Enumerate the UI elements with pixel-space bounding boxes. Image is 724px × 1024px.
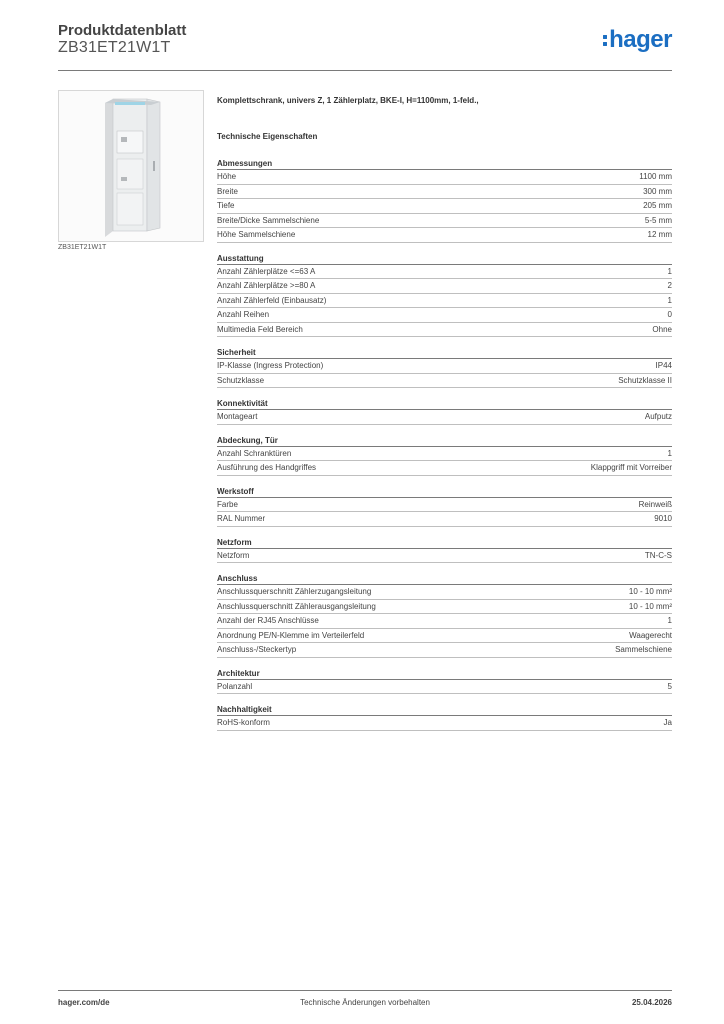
spec-row: [217, 279, 672, 294]
spec-value: Waagerecht: [629, 630, 672, 640]
spec-value: Klappgriff mit Vorreiber: [590, 463, 672, 472]
spec-label: Schutzklasse: [217, 375, 265, 385]
logo-text: hager: [609, 26, 672, 53]
spec-row: [217, 585, 672, 600]
spec-value: 0: [667, 310, 672, 319]
spec-label: Ausführung des Handgriffes: [217, 463, 317, 472]
spec-row: [217, 716, 672, 731]
spec-group: [217, 704, 672, 731]
spec-group-title: Architektur: [217, 668, 672, 680]
product-code: ZB31ET21W1T: [58, 39, 171, 56]
spec-value: IP44: [655, 361, 672, 370]
spec-value: 1: [667, 448, 672, 458]
spec-content: [217, 96, 672, 741]
spec-value: 10 - 10 mm²: [628, 601, 672, 611]
spec-value: 1100 mm: [639, 172, 672, 181]
spec-row: [217, 629, 672, 644]
spec-group-title: Ausstattung: [217, 253, 672, 265]
spec-group-title: Abmessungen: [217, 158, 672, 170]
spec-row: [217, 374, 672, 389]
spec-row: [217, 359, 672, 374]
spec-value: Aufputz: [644, 412, 672, 421]
hager-logo: [603, 27, 672, 53]
section-title: Technische Eigenschaften: [217, 132, 318, 141]
spec-label: Breite: [217, 186, 238, 196]
spec-row: [217, 614, 672, 629]
spec-row: [217, 170, 672, 185]
spec-row: [217, 549, 672, 564]
spec-value: Ohne: [652, 324, 672, 334]
spec-value: 1: [667, 266, 672, 276]
spec-value: 205 mm: [643, 201, 672, 210]
spec-value: 9010: [654, 514, 672, 523]
spec-value: 10 - 10 mm²: [628, 587, 672, 596]
spec-label: Montageart: [217, 412, 258, 421]
spec-group-title: Sicherheit: [217, 347, 672, 359]
spec-label: RAL Nummer: [217, 514, 266, 523]
spec-value: 300 mm: [643, 186, 672, 196]
spec-label: Anzahl Zählerfeld (Einbausatz): [217, 295, 327, 305]
spec-label: Anschlussquerschnitt Zählerzugangsleitung: [217, 587, 372, 596]
spec-label: Anzahl Reihen: [217, 310, 270, 319]
spec-label: Anordnung PE/N-Klemme im Verteilerfeld: [217, 630, 365, 640]
spec-label: Polanzahl: [217, 681, 253, 691]
spec-row: [217, 199, 672, 214]
spec-row: [217, 512, 672, 527]
spec-group: [217, 158, 672, 243]
spec-value: Sammelschiene: [615, 645, 672, 654]
spec-label: Anzahl der RJ45 Anschlüsse: [217, 616, 319, 625]
spec-row: [217, 410, 672, 425]
spec-label: Tiefe: [217, 201, 235, 210]
spec-row: [217, 308, 672, 323]
product-image: [58, 90, 204, 242]
spec-group-title: Anschluss: [217, 573, 672, 585]
spec-row: [217, 600, 672, 615]
footer-divider: [58, 990, 672, 991]
spec-row: [217, 643, 672, 658]
spec-group: [217, 537, 672, 564]
spec-group: [217, 253, 672, 338]
spec-group: [217, 435, 672, 476]
header-divider: [58, 70, 672, 71]
spec-label: IP-Klasse (Ingress Protection): [217, 361, 324, 370]
spec-row: [217, 185, 672, 200]
spec-row: [217, 294, 672, 309]
spec-label: RoHS-konform: [217, 718, 270, 727]
spec-value: Schutzklasse II: [618, 375, 672, 385]
spec-value: 5: [667, 681, 672, 691]
spec-row: [217, 228, 672, 243]
spec-groups: [217, 158, 672, 731]
page-header: [58, 22, 672, 64]
spec-group: [217, 486, 672, 527]
spec-group-title: Abdeckung, Tür: [217, 435, 672, 447]
spec-row: [217, 323, 672, 338]
spec-label: Multimedia Feld Bereich: [217, 324, 303, 334]
spec-label: Netzform: [217, 550, 250, 560]
spec-value: Ja: [663, 718, 672, 727]
spec-value: 12 mm: [647, 230, 672, 239]
spec-value: 2: [667, 281, 672, 290]
spec-row: [217, 447, 672, 462]
spec-label: Anschluss-/Steckertyp: [217, 645, 297, 654]
spec-group-title: Werkstoff: [217, 486, 672, 498]
spec-label: Höhe Sammelschiene: [217, 230, 296, 239]
spec-value: 1: [667, 616, 672, 625]
spec-group-title: Nachhaltigkeit: [217, 704, 672, 716]
spec-value: TN-C-S: [644, 550, 672, 560]
spec-row: [217, 461, 672, 476]
product-image-caption: ZB31ET21W1T: [58, 244, 107, 251]
spec-group-title: Netzform: [217, 537, 672, 549]
spec-label: Anzahl Zählerplätze <=63 A: [217, 266, 316, 276]
footer-notice: Technische Änderungen vorbehalten: [300, 998, 430, 1007]
spec-value: 5-5 mm: [644, 215, 672, 225]
spec-value: 1: [667, 295, 672, 305]
spec-group: [217, 347, 672, 388]
spec-group-title: Konnektivität: [217, 398, 672, 410]
spec-label: Breite/Dicke Sammelschiene: [217, 215, 320, 225]
spec-value: Reinweiß: [638, 499, 672, 509]
spec-label: Höhe: [217, 172, 237, 181]
spec-row: [217, 265, 672, 280]
footer-website: hager.com/de: [58, 998, 110, 1007]
spec-row: [217, 680, 672, 695]
document-title: Produktdatenblatt: [58, 22, 187, 39]
spec-group: [217, 398, 672, 425]
spec-group: [217, 573, 672, 658]
spec-row: [217, 498, 672, 513]
product-description: Komplettschrank, univers Z, 1 Zählerplatz, BKE-I, H=1100mm, 1-feld.,: [217, 96, 479, 105]
footer-date: 25.04.2026: [631, 998, 672, 1007]
spec-label: Anzahl Schranktüren: [217, 448, 292, 458]
spec-row: [217, 214, 672, 229]
spec-label: Anzahl Zählerplätze >=80 A: [217, 281, 316, 290]
spec-label: Farbe: [217, 499, 238, 509]
cabinet-image: [59, 91, 203, 241]
logo-dots-icon: [603, 35, 607, 46]
spec-label: Anschlussquerschnitt Zählerausgangsleitung: [217, 601, 376, 611]
spec-group: [217, 668, 672, 695]
